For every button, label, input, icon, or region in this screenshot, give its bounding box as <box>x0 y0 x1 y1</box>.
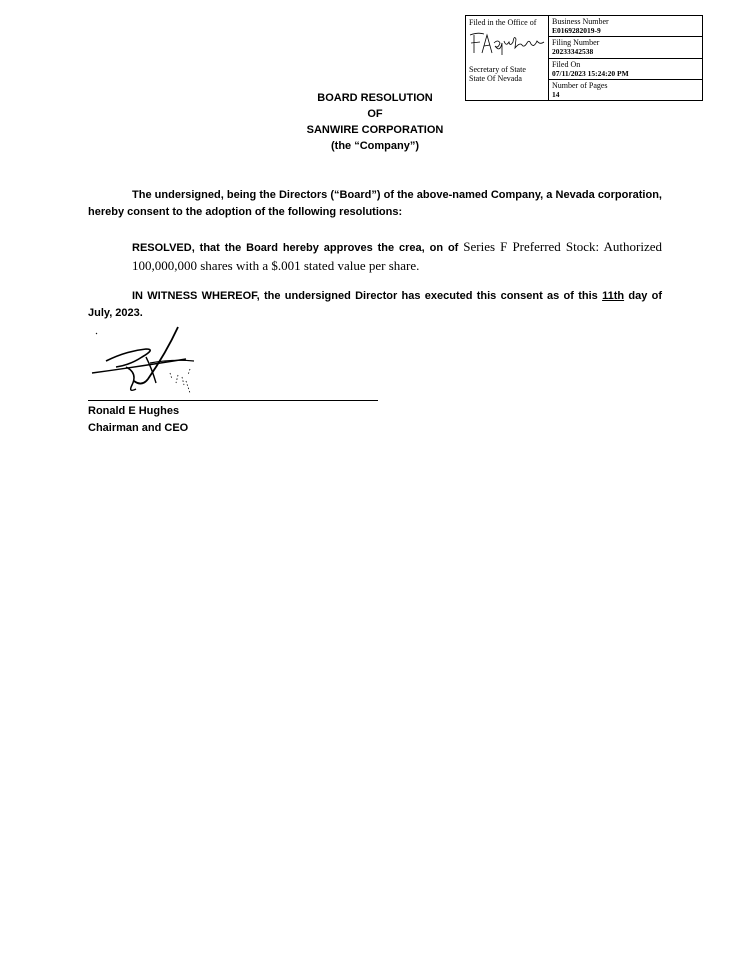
secretary-of-state-signature <box>468 29 548 57</box>
filing-number-label: Filing Number <box>552 38 600 48</box>
filed-on-label: Filed On <box>552 59 581 69</box>
business-number-label: Business Number <box>552 17 609 26</box>
secretary-of-state-title <box>469 65 526 83</box>
witness-after: day of July, 2023. <box>88 290 662 319</box>
filed-on-cell <box>549 59 702 80</box>
sos-title-line2: State Of Nevada <box>469 74 522 83</box>
witness-paragraph <box>88 288 662 322</box>
filing-details <box>549 16 702 100</box>
business-number: E0169282019-9 <box>552 26 601 35</box>
filed-in-label: Filed in the Office of <box>469 18 537 27</box>
sos-title-line1: Secretary of State <box>469 65 526 74</box>
resolved-lead: RESOLVED, that the Board hereby approves the crea, on of <box>132 242 459 254</box>
resolved-paragraph <box>132 238 662 276</box>
heading-line-1: BOARD RESOLUTION <box>317 92 433 104</box>
signer-title: Chairman and CEO <box>88 422 189 434</box>
intro-paragraph: The undersigned, being the Directors (“Board”) of the above-named Company, a Nevada corporation, hereby consent to the adoption of the following resolutions: <box>88 189 662 218</box>
document-heading <box>275 90 475 154</box>
signer-name: Ronald E Hughes <box>88 405 180 417</box>
filing-stamp <box>465 15 703 101</box>
filing-office-cell <box>466 16 549 100</box>
business-number-cell <box>549 16 702 37</box>
filing-number-cell <box>549 37 702 58</box>
heading-line-3: SANWIRE CORPORATION <box>306 124 444 136</box>
filed-on-date: 07/11/2023 15:24:20 PM <box>552 68 629 78</box>
signer-block <box>88 403 188 437</box>
pages-cell <box>549 80 702 100</box>
resolved-detail: Series F Preferred Stock: Authorized 100,000,000 shares with a $.001 stated value per share. <box>132 239 662 273</box>
director-signature <box>86 323 206 401</box>
filing-number: 20233342538 <box>552 47 594 57</box>
pages-count: 14 <box>552 89 560 99</box>
witness-day: 11th <box>602 290 625 302</box>
pages-label: Number of Pages <box>552 80 608 90</box>
heading-line-2: OF <box>367 108 383 120</box>
witness-before: IN WITNESS WHEREOF, the undersigned Director has executed this consent as of this <box>132 290 598 302</box>
heading-line-4: (the “Company”) <box>331 140 419 152</box>
signature-line <box>88 400 378 401</box>
